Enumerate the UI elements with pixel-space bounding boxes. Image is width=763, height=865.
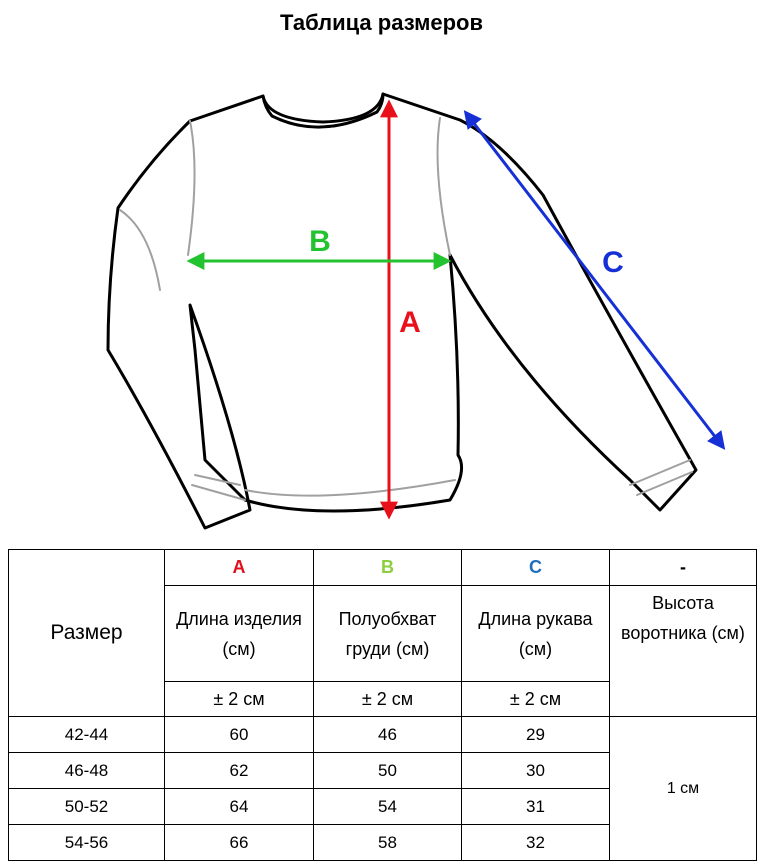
row-length: 62 [165,753,314,789]
dimension-c [466,113,723,447]
dimension-b [190,225,448,261]
row-size: 50-52 [9,789,165,825]
table-header-letters [9,550,757,586]
size-table [8,549,757,861]
tolerance-length: ± 2 см [165,682,314,717]
dimension-a [389,103,421,516]
column-letter-a: A [165,550,314,586]
table-row [9,717,757,753]
column-desc-chest: Полуобхват груди (см) [314,586,462,682]
row-size: 54-56 [9,825,165,861]
row-length: 64 [165,789,314,825]
label-a: A [399,306,421,339]
tolerance-sleeve: ± 2 см [462,682,610,717]
row-chest: 58 [314,825,462,861]
row-chest: 46 [314,717,462,753]
row-chest: 54 [314,789,462,825]
column-letter-b: B [314,550,462,586]
label-b: B [309,225,331,258]
row-sleeve: 29 [462,717,610,753]
column-letter-collar: - [610,550,757,586]
collar-value: 1 см [610,717,757,861]
row-sleeve: 32 [462,825,610,861]
page-title: Таблица размеров [279,10,484,35]
size-header: Размер [9,550,165,717]
column-desc-sleeve: Длина рукава (см) [462,586,610,682]
row-length: 60 [165,717,314,753]
row-chest: 50 [314,753,462,789]
sweater-diagram [0,60,763,540]
column-letter-c: C [462,550,610,586]
row-size: 46-48 [9,753,165,789]
column-desc-length: Длина изделия (см) [165,586,314,682]
label-c: C [602,246,624,279]
row-sleeve: 30 [462,753,610,789]
row-length: 66 [165,825,314,861]
row-sleeve: 31 [462,789,610,825]
column-desc-collar: Высота воротника (см) [610,586,757,717]
row-size: 42-44 [9,717,165,753]
tolerance-chest: ± 2 см [314,682,462,717]
